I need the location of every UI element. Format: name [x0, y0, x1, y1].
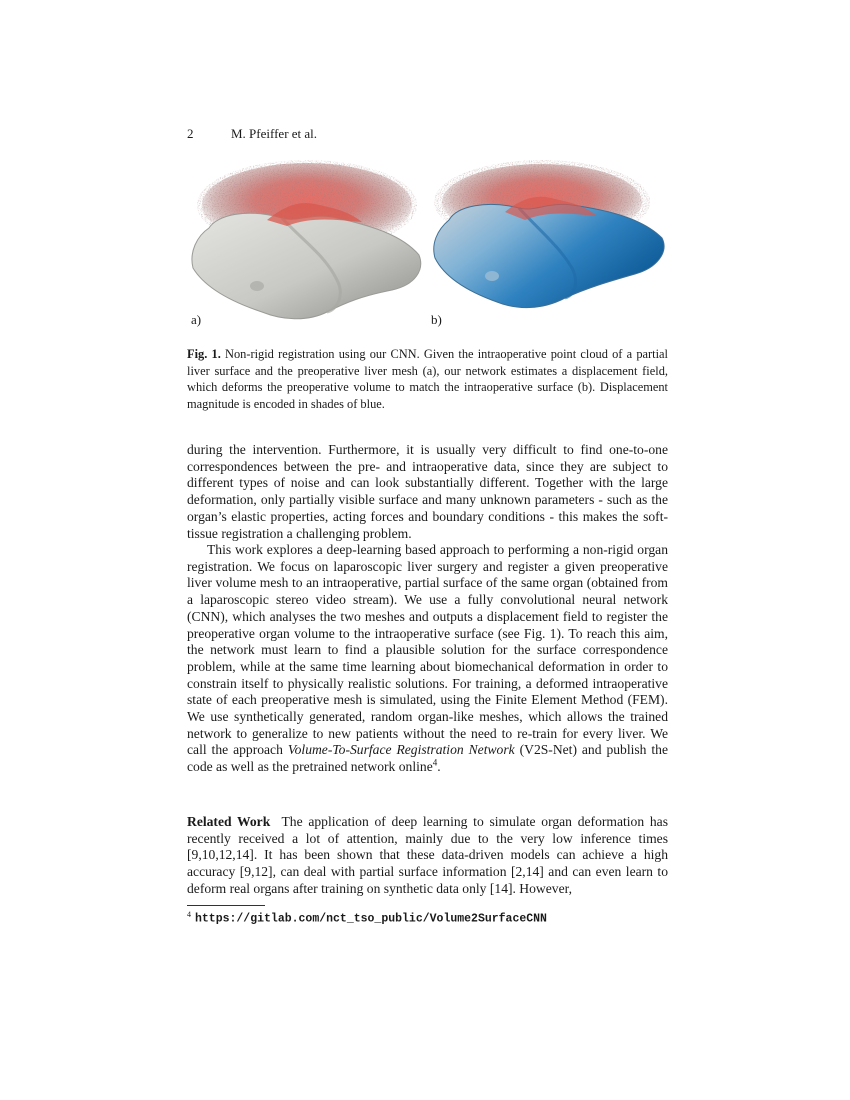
footnote-rule	[187, 905, 265, 906]
paragraph-1: during the intervention. Furthermore, it is usually very difficult to find one-to-one correspondences between the pre- and intraoperative data, since they are subject to different types of noise and can look substantially different. Together with the large deformation, only partially visible surface and many unknown parameters - such as the organ’s elastic properties, acting forces and boundary conditions - this makes the soft-tissue registration a challenging problem.	[187, 442, 668, 541]
footnote-mark: 4	[187, 910, 191, 919]
paragraph-2-end: .	[437, 759, 441, 775]
panel-a-label: a)	[191, 312, 202, 327]
running-head-authors: M. Pfeiffer et al.	[231, 126, 318, 141]
paragraph-2-tail: (V2S-Net) and publish the code as well as the pretrained network online	[187, 742, 669, 775]
panel-b-label: b)	[431, 312, 442, 327]
panel-b-liver-image	[434, 160, 664, 308]
liver-mesh-blue	[434, 204, 664, 307]
caption-lead: Fig. 1.	[187, 347, 221, 361]
related-work-paragraph	[187, 814, 668, 898]
running-header	[187, 126, 317, 142]
figure-caption	[187, 346, 668, 412]
paragraph-2	[187, 542, 668, 776]
figure-1	[187, 160, 667, 330]
footnote-url-link[interactable]: https://gitlab.com/nct_tso_public/Volume2SurfaceCNN	[195, 912, 547, 926]
related-work-heading: Related Work	[187, 814, 271, 829]
approach-name: Volume-To-Surface Registration Network	[287, 742, 515, 758]
related-work-text: The application of deep learning to simulate organ deformation has recently received a lot of attention, mainly due to the very low inference times [9,10,12,14]. It has been shown that these data-driven models can achieve a high accuracy [9,12], can deal with partial surface information [2,14] and can even learn to deform real organs after training on synthetic data only [14]. However,	[187, 814, 668, 896]
footnote-reference[interactable]: 4	[432, 757, 438, 768]
paragraph-2-main: This work explores a deep-learning based approach to performing a non-rigid organ registration. We focus on laparoscopic liver surgery and register a given preoperative liver volume mesh to an intraoperative, partial surface of the same organ (obtained from a laparoscopic stereo video stream). We use a fully convolutional neural network (CNN), which analyses the two meshes and outputs a displacement field to register the preoperative organ volume to the intraoperative surface (see Fig. 1). To reach this aim, the network must learn to find a plausible solution for the surface correspondence problem, while at the same time learning about biomechanical deformation in order to constrain itself to physically realistic solutions. For training, a deformed intraoperative state of each preoperative mesh is simulated, using the Finite Element Method (FEM). We use synthetically generated, random organ-like meshes, which allows the trained network to generalize to new patients without the need to re-train for every liver. We call the approach	[187, 542, 668, 758]
page-number: 2	[187, 126, 194, 141]
liver-registration-figure	[187, 160, 667, 330]
panel-a-liver-image	[192, 160, 421, 319]
caption-text: Non-rigid registration using our CNN. Given the intraoperative point cloud of a partial liver surface and the preoperative liver mesh (a), our network estimates a displacement field, which deforms the preoperative volume to match the intraoperative surface (b). Displacement magnitude is encoded in shades of blue.	[187, 347, 668, 411]
footnote	[187, 910, 547, 926]
